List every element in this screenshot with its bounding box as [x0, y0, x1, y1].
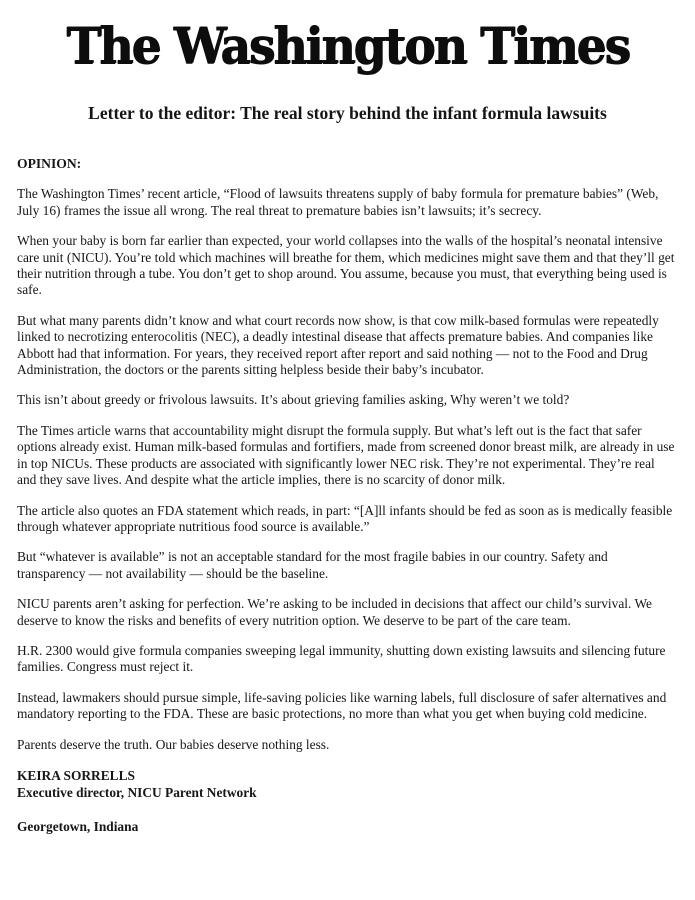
article-headline: Letter to the editor: The real story behind the infant formula lawsuits — [88, 103, 607, 123]
article-paragraph: But what many parents didn’t know and what court records now show, is that cow milk-based formulas were repeatedly linked to necrotizing enterocolitis (NEC), a deadly intestinal disease that affects premature babies. And companies like Abbott had that information. For years, they received report after report and said nothing — not to the Food and Drug Administration, the doctors or the parents sitting helpless beside their baby’s incubator. — [17, 312, 659, 378]
signature-block — [17, 768, 677, 802]
article-paragraph: When your baby is born far earlier than expected, your world collapses into the walls of the hospital’s neonatal intensive care unit (NICU). You’re told which machines will breathe for them, which medicines might save them and that they’ll get their nutrition through a tube. You don’t get to shop around. You assume, because you must, that everything being used is safe. — [17, 233, 675, 298]
article-paragraph: Instead, lawmakers should pursue simple, life-saving policies like warning labels, full disclosure of safer alternatives and mandatory reporting to the FDA. These are basic protections, no more than what you get when buying cold medicine. — [17, 689, 667, 722]
article-paragraph: This isn’t about greedy or frivolous lawsuits. It’s about grieving families asking, Why weren’t we told? — [17, 392, 570, 408]
article-paragraph: But “whatever is available” is not an acceptable standard for the most fragile babies in our country. Safety and transparency — not availability — should be the baseline. — [17, 549, 608, 581]
masthead — [0, 0, 695, 82]
article-paragraph: The article also quotes an FDA statement which reads, in part: “[A]ll infants should be fed as soon as is medically feasible through whatever appropriate nutritious food source is available.” — [17, 502, 673, 534]
article-paragraph: Parents deserve the truth. Our babies deserve nothing less. — [17, 736, 330, 752]
article-paragraph: The Times article warns that accountability might disrupt the formula supply. But what’s left out is the fact that safer options already exist. Human milk-based formulas and fortifiers, made from screened donor breast milk, are already in use in top NICUs. These products are associated with significantly lower NEC risk. They’re not experimental. They’re real and they save lives. And despite what the article implies, there is no scarcity of donor milk. — [17, 422, 675, 488]
signature-title: Executive director, NICU Parent Network — [17, 784, 257, 800]
article-body — [0, 156, 695, 835]
article-paragraph: The Washington Times’ recent article, “Flood of lawsuits threatens supply of baby formula for premature babies” (Web, July 16) frames the issue all wrong. The real threat to premature babies isn’t lawsuits; it’s secrecy. — [17, 186, 659, 218]
signature-location: Georgetown, Indiana — [17, 818, 139, 834]
washington-times-logo: The Washington Times — [66, 17, 629, 76]
article-paragraph: H.R. 2300 would give formula companies sweeping legal immunity, shutting down existing lawsuits and silencing future families. Congress must reject it. — [17, 642, 666, 675]
signature-name: KEIRA SORRELLS — [17, 767, 135, 783]
opinion-section-label: OPINION: — [17, 156, 82, 171]
article-paragraph: NICU parents aren’t asking for perfection. We’re asking to be included in decisions that affect our child’s survival. We deserve to know the risks and benefits of every nutrition option. We deserve to be part of the care team. — [17, 596, 652, 628]
